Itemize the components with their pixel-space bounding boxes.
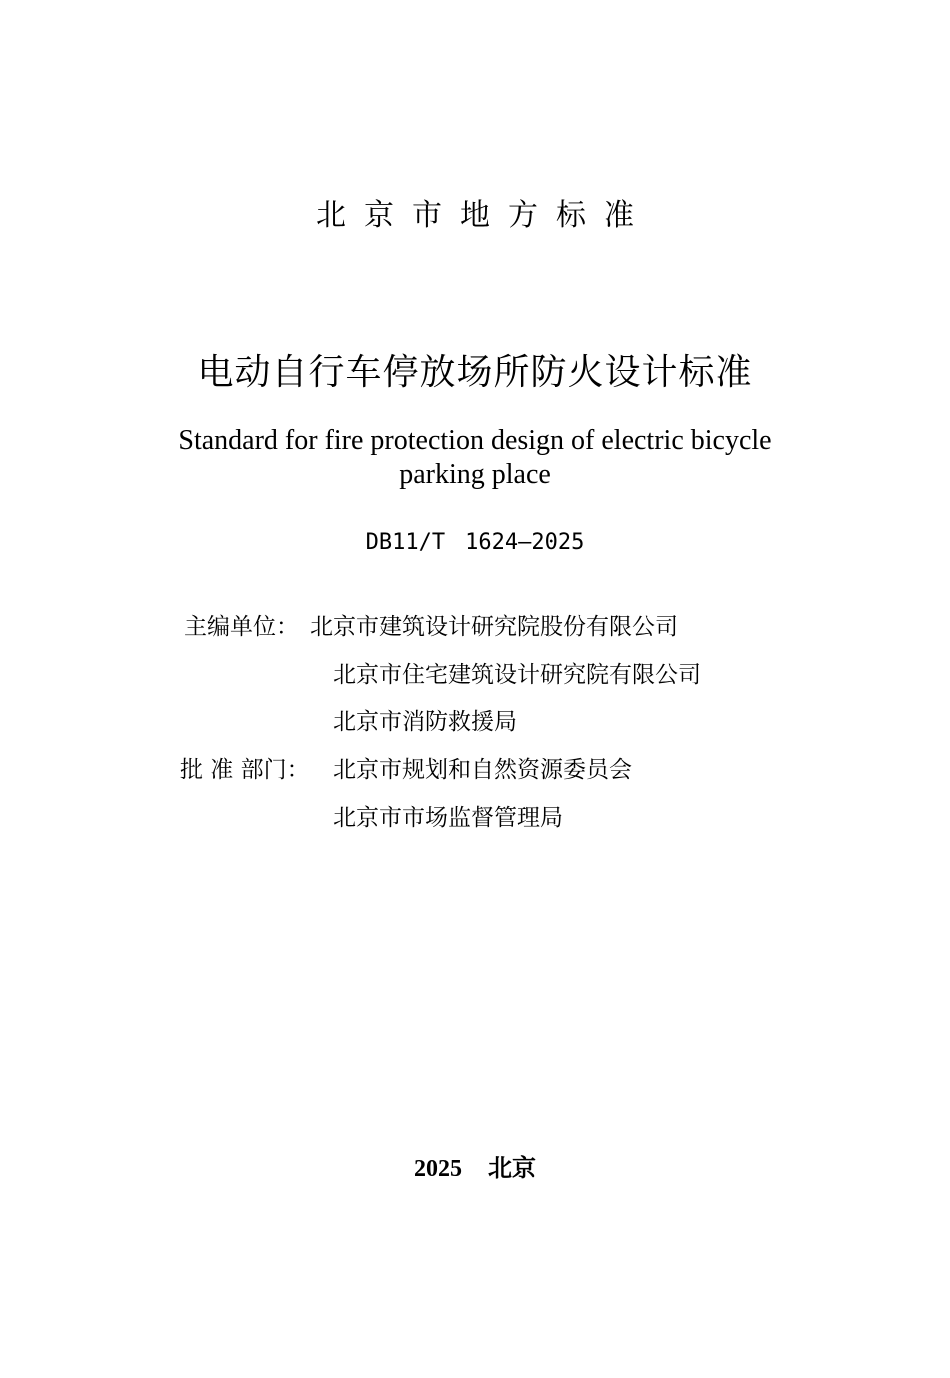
english-title-line-2: parking place	[399, 459, 551, 490]
english-title-line-1: Standard for fire protection design of electric bicycle	[178, 425, 772, 456]
chinese-title: 电动自行车停放场所防火设计标准	[197, 352, 753, 393]
approver-org-1: 北京市规划和自然资源委员会	[333, 757, 632, 783]
footer-year: 2025	[414, 1156, 462, 1182]
footer-city: 北京	[488, 1156, 536, 1182]
document-type-heading: 北京市地方标准	[316, 198, 652, 233]
editor-label: 主编单位：	[184, 614, 299, 640]
publication-footer	[0, 1148, 950, 1183]
standard-code	[0, 530, 950, 555]
standard-number: 1624—2025	[465, 530, 585, 555]
approver-label: 批 准 部门：	[180, 757, 310, 783]
editor-org-3: 北京市消防救援局	[333, 709, 517, 735]
approver-org-2: 北京市市场监督管理局	[333, 805, 563, 831]
editor-org-2: 北京市住宅建筑设计研究院有限公司	[333, 662, 701, 688]
editor-org-1: 北京市建筑设计研究院股份有限公司	[310, 614, 678, 640]
english-title	[150, 424, 800, 492]
standard-prefix: DB11/T	[365, 530, 446, 555]
